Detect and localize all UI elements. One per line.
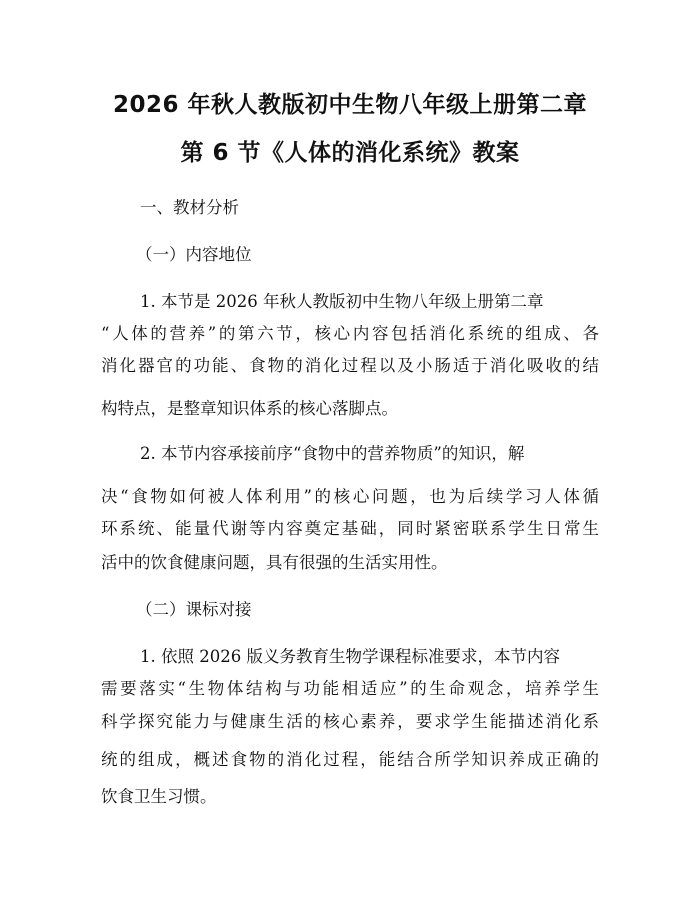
paragraph-line: 环系统、能量代谢等内容奠定基础，同时紧密联系学生日常生 xyxy=(101,519,599,538)
section-heading-textbook-analysis: 一、教材分析 xyxy=(140,198,239,217)
paragraph-line: 决“食物如何被人体利用”的核心问题，也为后续学习人体循 xyxy=(101,487,599,506)
paragraph-line: 饮食卫生习惯。 xyxy=(101,787,217,806)
paragraph-line: 构特点，是整章知识体系的核心落脚点。 xyxy=(101,399,398,418)
paragraph-line: 消化器官的功能、食物的消化过程以及小肠适于消化吸收的结 xyxy=(101,356,599,375)
paragraph-line: 1. 本节是 2026 年秋人教版初中生物八年级上册第二章 xyxy=(140,292,544,311)
paragraph-line: 科学探究能力与健康生活的核心素养，要求学生能描述消化系 xyxy=(101,712,599,731)
paragraph-line: “人体的营养”的第六节，核心内容包括消化系统的组成、各 xyxy=(101,324,599,343)
subsection-heading-content-position: （一）内容地位 xyxy=(136,245,252,264)
document-title-line-2: 第 6 节《人体的消化系统》教案 xyxy=(180,140,520,166)
paragraph-line: 活中的饮食健康问题，具有很强的生活实用性。 xyxy=(101,553,448,572)
paragraph-line: 2. 本节内容承接前序“食物中的营养物质”的知识，解 xyxy=(140,444,525,463)
document-title-line-1: 2026 年秋人教版初中生物八年级上册第二章 xyxy=(112,92,588,118)
subsection-heading-curriculum-standard: （二）课标对接 xyxy=(136,600,252,619)
paragraph-line: 统的组成，概述食物的消化过程，能结合所学知识养成正确的 xyxy=(101,750,599,769)
paragraph-line: 1. 依照 2026 版义务教育生物学课程标准要求，本节内容 xyxy=(140,647,560,666)
paragraph-line: 需要落实“生物体结构与功能相适应”的生命观念，培养学生 xyxy=(101,679,599,698)
